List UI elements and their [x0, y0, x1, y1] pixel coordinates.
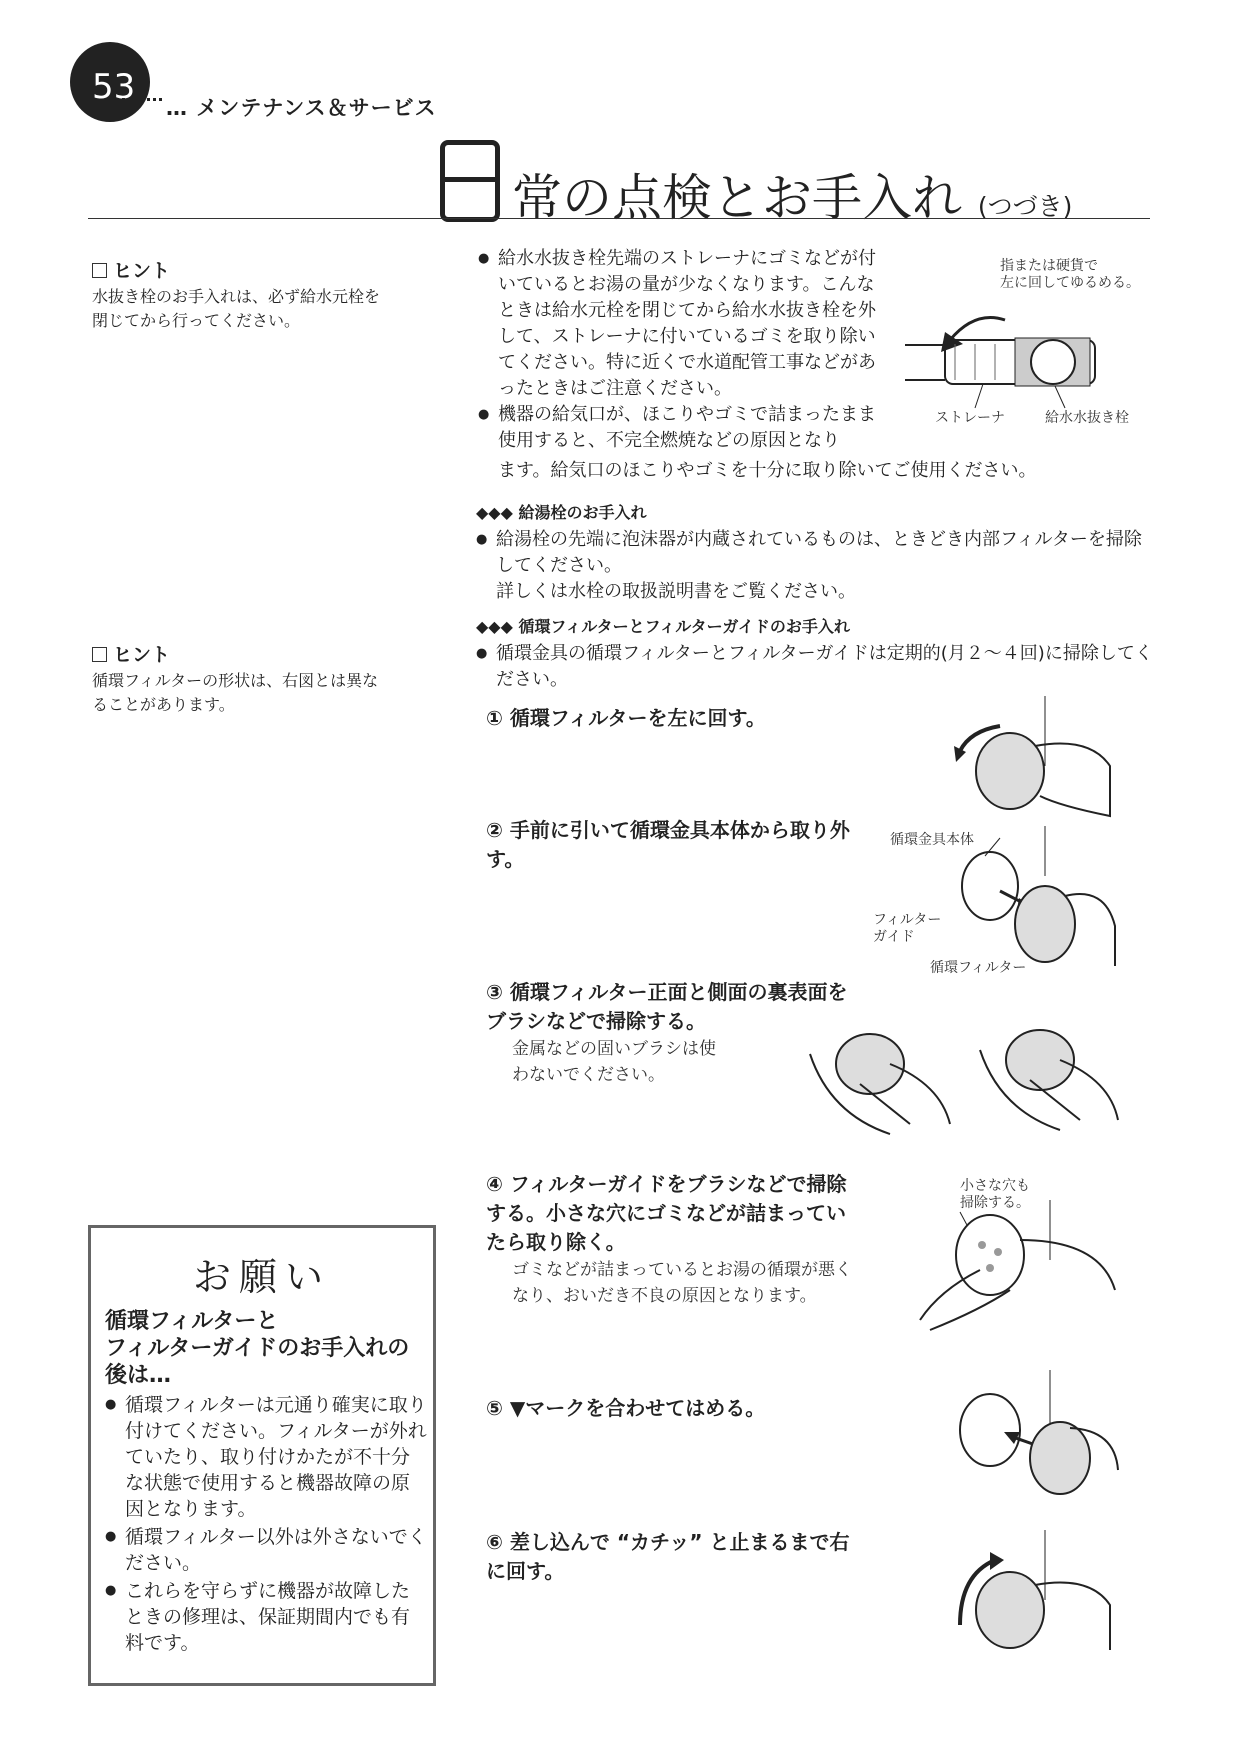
step5-illustration — [950, 1370, 1120, 1500]
title-suffix: (つづき) — [977, 192, 1073, 221]
drain-section — [478, 246, 888, 454]
tap-bullet: ● 給湯栓の先端に泡沫器が内蔵されているものは、ときどき内部フィルターを掃除してください。 — [476, 527, 1156, 579]
tap-heading: ◆◆◆ 給湯栓のお手入れ — [476, 503, 647, 522]
step-3: ③ 循環フィルター正面と側面の裏表面をブラシなどで掃除する。 金属などの固いブラシは使わないでください。 — [486, 978, 866, 1088]
filter-heading: ◆◆◆ 循環フィルターとフィルターガイドのお手入れ — [476, 617, 850, 636]
request-subtitle: 循環フィルターと フィルターガイドのお手入れの後は… — [105, 1309, 410, 1388]
title-rule — [88, 218, 1150, 219]
request-item: ● 循環フィルターは元通り確実に取り付けてください。フィルターが外れていたり、取り付けかたが不十分な状態で使用すると機器故障の原因となります。 — [105, 1392, 427, 1522]
hint-text: 水抜き栓のお手入れは、必ず給水元栓を閉じてから行ってください。 — [92, 287, 381, 330]
drain-bullet-2-cont: ます。給気口のほこりやゴミを十分に取り除いてご使用ください。 — [498, 460, 1037, 481]
fig-label-holes: 小さな穴も 掃除する。 — [960, 1178, 1030, 1211]
section-label: … メンテナンス＆サービス — [166, 96, 437, 120]
drain-bullet-1: ● 給水水抜き栓先端のストレーナにゴミなどが付いているとお湯の量が少なくなります。こんなときは給水元栓を閉じてから給水水抜き栓を外して、ストレーナに付いているゴミを取り除いてください。特に近くで水道配管工事などがあったときはご注意ください。 — [478, 246, 888, 402]
title-text: 常の点検とお手入れ — [512, 169, 962, 227]
step-note: 金属などの固いブラシは使わないでください。 — [512, 1039, 716, 1085]
request-item: ● 循環フィルター以外は外さないでください。 — [105, 1524, 427, 1576]
hint-label: ヒント — [113, 644, 171, 666]
step-2: ② 手前に引いて循環金具本体から取り外す。 — [486, 818, 850, 871]
hint-2 — [92, 640, 392, 717]
filter-section — [476, 614, 1156, 693]
step-title: 差し込んで “カチッ” と止まるまで右に回す。 — [486, 1530, 850, 1583]
step4-illustration — [920, 1200, 1120, 1340]
request-list — [105, 1392, 427, 1658]
step-title: 循環フィルター正面と側面の裏表面をブラシなどで掃除する。 — [486, 980, 848, 1033]
fig-label-guide: フィルター ガイド — [873, 912, 942, 945]
fig-note-turn: 指または硬貨で 左に回してゆるめる。 — [1000, 258, 1140, 291]
page-number: 53 — [92, 67, 136, 107]
tap-section — [476, 500, 1156, 605]
step-6: ⑥ 差し込んで “カチッ” と止まるまで右に回す。 — [486, 1530, 850, 1583]
step-4: ④ フィルターガイドをブラシなどで掃除する。小さな穴にゴミなどが詰まっていたら取り除く。 ゴミなどが詰まっているとお湯の循環が悪くなり、おいだき不良の原因となります。 — [486, 1170, 856, 1309]
step6-illustration — [940, 1530, 1120, 1660]
request-item: ● これらを守らずに機器が故障したときの修理は、保証期間内でも有料です。 — [105, 1578, 427, 1656]
step2-illustration — [955, 826, 1120, 976]
request-title: お願い — [192, 1255, 331, 1299]
header-dots — [122, 98, 162, 101]
title-first-char-glyph — [440, 140, 500, 222]
page-number-badge — [70, 42, 150, 122]
tap-note: 詳しくは水栓の取扱説明書をご覧ください。 — [496, 581, 856, 602]
fig-label-drain-valve: 給水水抜き栓 — [1045, 410, 1129, 426]
step1-illustration — [940, 696, 1120, 826]
drain-valve-illustration — [905, 300, 1145, 420]
step-note: ゴミなどが詰まっているとお湯の循環が悪くなり、おいだき不良の原因となります。 — [512, 1260, 852, 1306]
check-icon — [92, 647, 107, 662]
fig-label-body: 循環金具本体 — [890, 832, 974, 848]
check-icon — [92, 263, 107, 278]
step3-illustration — [810, 1024, 1120, 1134]
step-title: ▼マークを合わせてはめる。 — [509, 1396, 766, 1420]
hint-1 — [92, 256, 392, 333]
step-title: 手前に引いて循環金具本体から取り外す。 — [486, 818, 850, 871]
step-1: ① 循環フィルターを左に回す。 — [486, 706, 766, 730]
fig-label-filter: 循環フィルター — [930, 960, 1027, 976]
request-box — [88, 1225, 436, 1686]
step-5: ⑤ ▼マークを合わせてはめる。 — [486, 1396, 766, 1420]
step-title: フィルターガイドをブラシなどで掃除する。小さな穴にゴミなどが詰まっていたら取り除く。 — [486, 1172, 847, 1254]
step-title: 循環フィルターを左に回す。 — [509, 706, 766, 730]
fig-label-strainer: ストレーナ — [935, 410, 1005, 426]
hint-label: ヒント — [113, 260, 171, 282]
hint-text: 循環フィルターの形状は、右図とは異なることがあります。 — [92, 671, 379, 714]
drain-bullet-2: ● 機器の給気口が、ほこりやゴミで詰まったまま使用すると、不完全燃焼などの原因となり — [478, 402, 888, 454]
filter-bullet: ● 循環金具の循環フィルターとフィルターガイドは定期的(月２～４回)に掃除してください。 — [476, 641, 1156, 693]
